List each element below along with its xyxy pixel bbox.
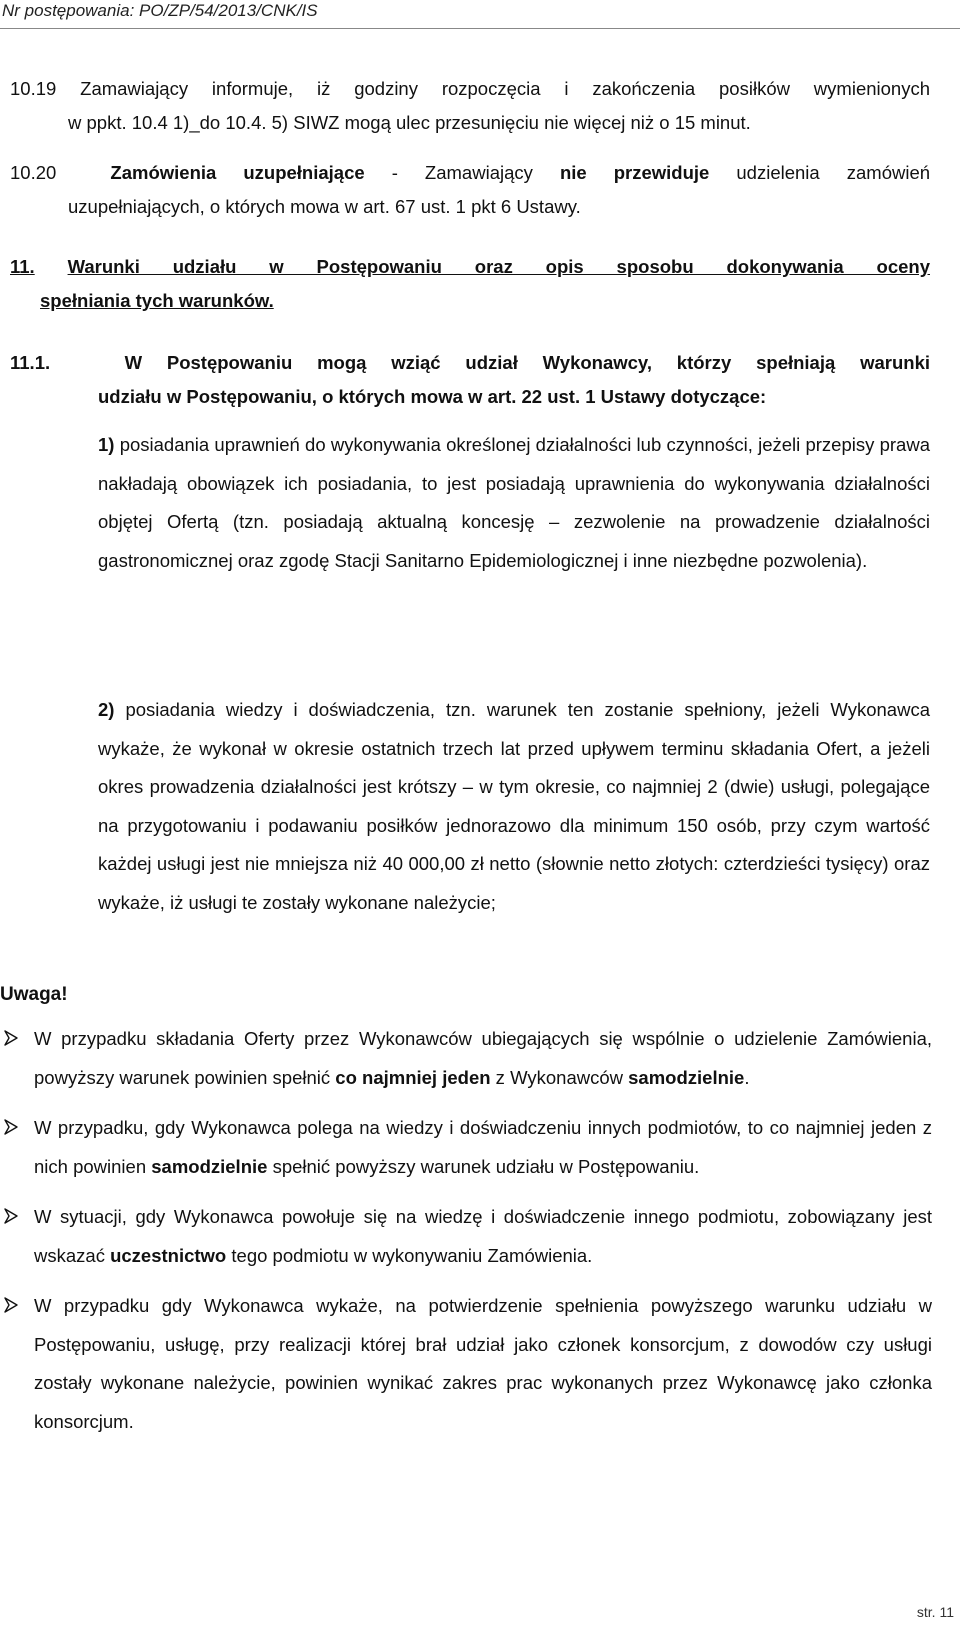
section-10-19-line1: 10.19 Zamawiający informuje, iż godziny rozpoczęcia i zakończenia posiłków wymienionych: [10, 78, 930, 99]
document-header: [0, 0, 960, 22]
arrow-bullet-icon: [2, 1296, 20, 1314]
bullet-text: W przypadku gdy Wykonawca wykaże, na potwierdzenie spełnienia powyższego warunku udziału w Postępowaniu, usługę, przy realizacji której brał udział jako członek konsorcjum, z dowodów czy usługi zostały wykonane należycie, powinien wynikać zakres prac wykonanych przez Wykonawcę jako członka konsorcjum.: [34, 1295, 932, 1432]
note-bullet-list: [0, 1020, 932, 1453]
bullet-text: W sytuacji, gdy Wykonawca powołuje się na wiedzę i doświadczenie innego podmiotu, zobowiązany jest wskazać: [34, 1206, 932, 1266]
section-11-line2: [10, 284, 930, 318]
page-number: str. 11: [916, 1604, 954, 1620]
section-10-20-line1: [10, 156, 930, 190]
arrow-bullet-icon: [2, 1207, 20, 1225]
bullet-text: W przypadku składania Oferty przez Wykonawców ubiegających się wspólnie o udzielenie Zamówienia, powyższy warunek powinien spełnić: [34, 1028, 932, 1088]
section-11: [10, 250, 930, 318]
arrow-bullet-icon: [2, 1029, 20, 1047]
section-11-1-line1: [10, 346, 930, 380]
section-10-19: [10, 72, 930, 140]
condition-item-1: [98, 426, 930, 580]
emphasis-text: co najmniej jeden: [335, 1066, 491, 1088]
section-heading: Warunki udziału w Postępowaniu oraz opis sposobu dokonywania oceny: [67, 256, 930, 277]
section-10-19-line2: w ppkt. 10.4 1)_do 10.4. 5) SIWZ mogą ulec przesunięciu nie więcej niż o 15 minut.: [68, 112, 751, 133]
section-heading: Zamówienia uzupełniające: [110, 162, 365, 183]
bullet-text: tego podmiotu w wykonywaniu Zamówienia.: [226, 1244, 593, 1266]
item-text: posiadania uprawnień do wykonywania określonej działalności lub czynności, jeżeli przepisy prawa nakładają obowiązek ich posiadania, to jest posiadają uprawnienia do wykonywania działalności objętej Ofertą (tzn. posiadają aktualną koncesję – zezwolenie na prowadzenie działalności gastronomicznej oraz zgodę Stacji Sanitarno Epidemiologicznej i inne niezbędne pozwolenia).: [98, 434, 930, 571]
emphasis-text: samodzielnie: [628, 1066, 745, 1088]
section-10-20: [10, 156, 930, 224]
section-text: udzielenia zamówień: [709, 162, 931, 183]
section-number: 11.: [10, 256, 35, 277]
bullet-text: z Wykonawców: [490, 1066, 629, 1088]
section-number: 10.20: [10, 162, 57, 183]
arrow-bullet-icon: [2, 1118, 20, 1136]
emphasis-text: samodzielnie: [151, 1155, 268, 1177]
emphasis-text: nie przewiduje: [559, 162, 710, 183]
condition-item-2: [98, 691, 930, 922]
note-bullet-2: [0, 1109, 932, 1186]
section-heading-cont: spełniania tych warunków.: [40, 290, 274, 311]
item-number: 2): [98, 699, 115, 720]
item-number: 1): [98, 434, 115, 455]
bullet-text: spełnić powyższy warunek udziału w Postępowaniu.: [267, 1155, 700, 1177]
section-11-1: [10, 346, 930, 414]
section-11-line1: [10, 250, 930, 284]
section-11-1-line2: udziału w Postępowaniu, o których mowa w art. 22 ust. 1 Ustawy dotyczące:: [98, 386, 767, 407]
note-heading: Uwaga!: [0, 984, 68, 1005]
section-number: 11.1.: [10, 352, 51, 373]
bullet-text: .: [744, 1066, 750, 1088]
section-text: W Postępowaniu mogą wziąć udział Wykonawcy, którzy spełniają warunki: [124, 352, 930, 373]
note-bullet-4: [0, 1287, 932, 1441]
bullet-text: W przypadku, gdy Wykonawca polega na wiedzy i doświadczeniu innych podmiotów, to co najmniej jeden z nich powinien: [34, 1117, 932, 1177]
note-bullet-3: [0, 1198, 932, 1275]
section-text: - Zamawiający: [364, 162, 560, 183]
procedure-number: Nr postępowania: PO/ZP/54/2013/CNK/IS: [2, 1, 318, 20]
header-divider: [0, 28, 960, 29]
section-10-20-line2: uzupełniających, o których mowa w art. 67 ust. 1 pkt 6 Ustawy.: [68, 196, 581, 217]
note-bullet-1: [0, 1020, 932, 1097]
emphasis-text: uczestnictwo: [110, 1244, 227, 1266]
item-text: posiadania wiedzy i doświadczenia, tzn. warunek ten zostanie spełniony, jeżeli Wykonawca wykaże, że wykonał w okresie ostatnich trzech lat przed upływem terminu składania Ofert, a jeżeli okres prowadzenia działalności jest krótszy – w tym okresie, co najmniej 2 (dwie) usługi, polegające na przygotowaniu i podawaniu posiłków jednorazowo dla minimum 150 osób, przy czym wartość każdej usługi jest nie mniejsza niż 40 000,00 zł netto (słownie netto złotych: czterdzieści tysięcy) oraz wykaże, iż usługi te zostały wykonane należycie;: [98, 699, 930, 913]
